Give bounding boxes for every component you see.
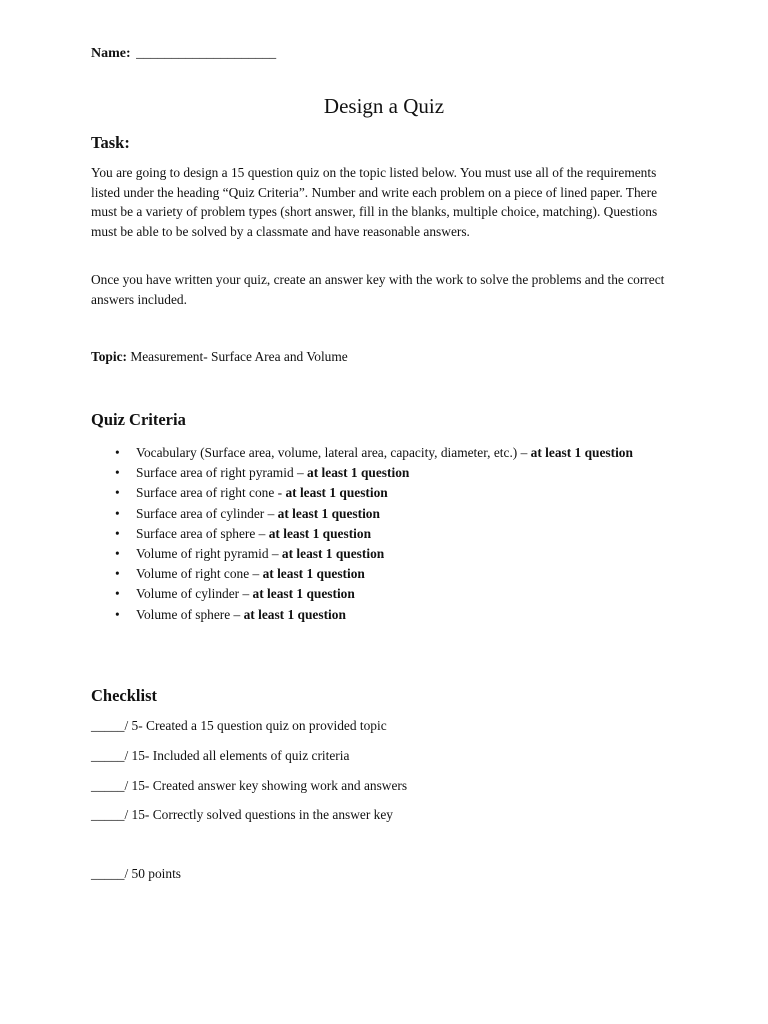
- criteria-item: [0, 463, 656, 483]
- page-title: Design a Quiz: [323, 94, 445, 118]
- criteria-item: [0, 564, 656, 584]
- checklist-item: _____/ 15- Included all elements of quiz criteria: [91, 748, 350, 763]
- bullet-icon: •: [115, 546, 120, 562]
- criteria-item-text: Volume of right pyramid –: [136, 546, 282, 562]
- criteria-item-text: Volume of right cone –: [136, 566, 263, 582]
- name-blank: ____________________: [136, 46, 277, 61]
- criteria-item-text: Surface area of right pyramid –: [136, 465, 308, 481]
- criteria-item-requirement: at least 1 question: [243, 606, 346, 622]
- checklist-total: _____/ 50 points: [91, 866, 182, 881]
- bullet-icon: •: [115, 586, 120, 602]
- task-paragraph-1: You are going to design a 15 question quiz on the topic listed below. You must use all of the requirements listed under the heading “Quiz Criteria”. Number and write each problem on a piece of lined paper. There must be a variety of problem types (short answer, fill in the blanks, multiple choice, matching). Questions must be able to be solved by a classmate and have reasonable answers.: [91, 165, 658, 239]
- topic-line: [91, 349, 348, 365]
- criteria-item-text: Surface area of right cone -: [136, 485, 286, 501]
- criteria-item: [0, 504, 656, 524]
- criteria-item: [0, 584, 656, 604]
- name-line: [91, 46, 276, 62]
- quiz-criteria-heading: Quiz Criteria: [91, 410, 186, 429]
- criteria-item-requirement: at least 1 question: [262, 566, 365, 582]
- bullet-icon: •: [115, 566, 120, 582]
- bullet-icon: •: [115, 445, 120, 460]
- criteria-item-text: Volume of cylinder –: [136, 586, 253, 602]
- checklist-item: _____/ 15- Correctly solved questions in the answer key: [91, 807, 393, 822]
- criteria-item-requirement: at least 1 question: [277, 505, 380, 521]
- task-paragraph-2: Once you have written your quiz, create an answer key with the work to solve the problems and the correct answers included.: [91, 272, 665, 307]
- bullet-icon: •: [115, 525, 120, 541]
- topic-label: Topic:: [91, 349, 127, 364]
- bullet-icon: •: [115, 485, 120, 501]
- criteria-item-requirement: at least 1 question: [281, 546, 385, 562]
- criteria-item-requirement: at least 1 question: [530, 445, 633, 460]
- criteria-item: [0, 443, 656, 463]
- checklist-heading: Checklist: [91, 686, 157, 705]
- bullet-icon: •: [115, 606, 120, 622]
- criteria-item-text: Volume of sphere –: [136, 606, 244, 622]
- criteria-item-text: Surface area of cylinder –: [136, 505, 278, 521]
- bullet-icon: •: [115, 465, 120, 481]
- criteria-item: [0, 524, 656, 544]
- bullet-icon: •: [115, 505, 120, 521]
- quiz-criteria-list: [0, 443, 768, 625]
- criteria-item-requirement: at least 1 question: [285, 485, 388, 501]
- task-heading: Task:: [91, 133, 130, 152]
- criteria-item-requirement: at least 1 question: [307, 465, 410, 481]
- checklist-item: _____/ 5- Created a 15 question quiz on provided topic: [91, 718, 387, 733]
- criteria-item: [0, 483, 656, 503]
- criteria-item-text: Surface area of sphere –: [136, 525, 269, 541]
- topic-value: Measurement- Surface Area and Volume: [130, 349, 348, 364]
- checklist-item: _____/ 15- Created answer key showing work and answers: [91, 778, 408, 793]
- criteria-item-text: Vocabulary (Surface area, volume, lateral area, capacity, diameter, etc.) –: [136, 445, 531, 460]
- criteria-item: [0, 544, 656, 564]
- criteria-item-requirement: at least 1 question: [268, 525, 372, 541]
- criteria-item: [0, 605, 656, 625]
- criteria-item-requirement: at least 1 question: [252, 586, 355, 602]
- name-label: Name:: [91, 46, 131, 61]
